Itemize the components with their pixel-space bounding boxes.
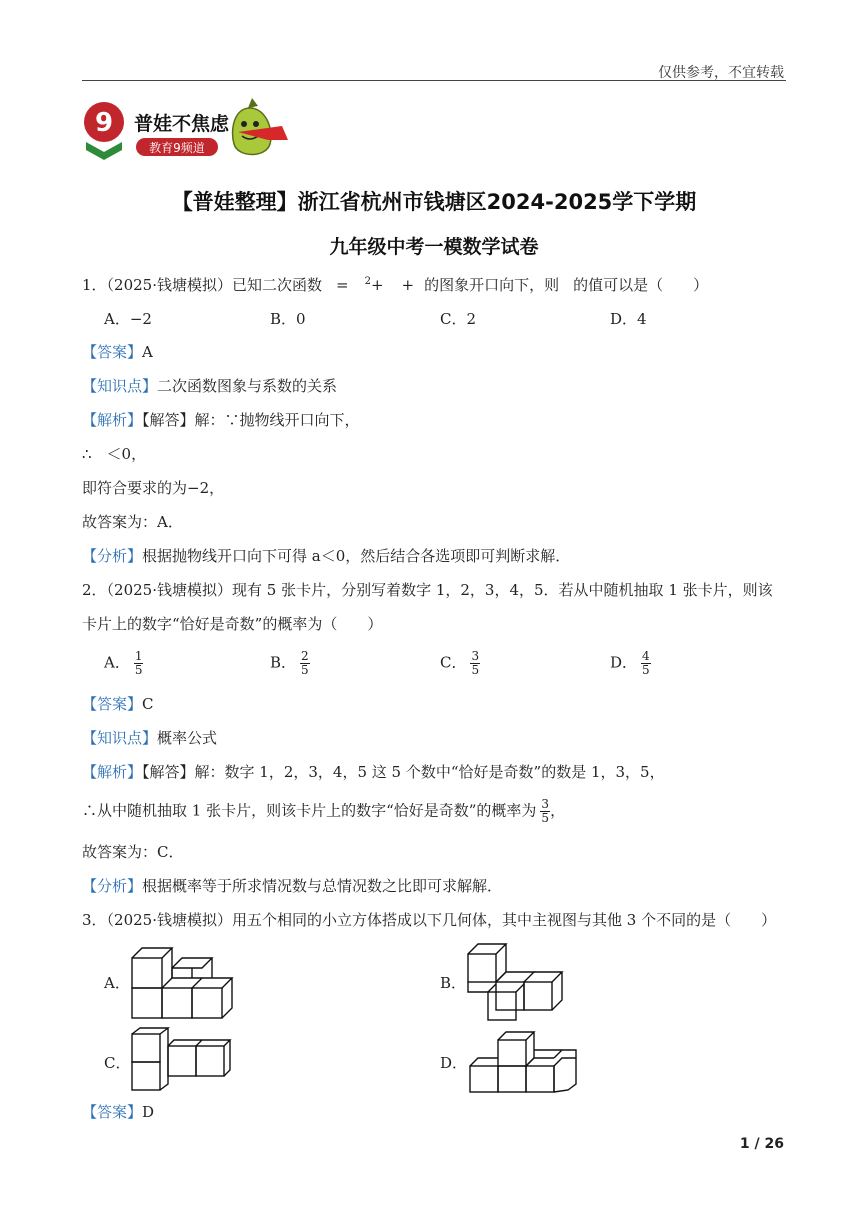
q2-option-b: B． $\frac{2}{5}$	[270, 649, 309, 677]
q2-stem-line1: 2．（2025·钱塘模拟）现有 5 张卡片，分别写着数字 1，2，3，4，5．若从中随机抽取 1 张卡片，则该	[82, 581, 773, 599]
q3-label-b: B．	[440, 974, 467, 992]
logo-sub-text: 教育9频道	[149, 141, 205, 155]
mascot-icon	[233, 98, 288, 155]
q2-step-2: 故答案为：C．	[82, 843, 184, 861]
q1-analysis: 【解析】【解答】解：∵抛物线开口向下，	[82, 411, 360, 429]
q3-label-a: A．	[104, 974, 130, 992]
q1-option-c: C．2	[440, 310, 477, 328]
q3-figure-b	[462, 940, 572, 1022]
q2-summary: 【分析】根据概率等于所求情况数与总情况数之比即可求解解．	[82, 877, 503, 895]
q3-label-c: C．	[104, 1054, 131, 1072]
logo-brand-text: 普娃不焦虑	[134, 113, 230, 135]
q1-option-a: A．−2	[104, 310, 152, 328]
q3-figure-d	[466, 1024, 584, 1096]
q1-option-b: B．0	[270, 310, 306, 328]
logo-number: 9	[94, 108, 114, 138]
q1-answer: 【答案】A	[82, 343, 153, 361]
doc-title: 【普娃整理】浙江省杭州市钱塘区2024-2025学下学期	[171, 190, 697, 214]
q3-label-d: D．	[440, 1054, 468, 1072]
q1-summary: 【分析】根据抛物线开口向下可得 a＜0，然后结合各选项即可判断求解．	[82, 547, 571, 565]
q2-knowledge: 【知识点】概率公式	[82, 729, 218, 747]
q2-option-d: D． $\frac{4}{5}$	[610, 649, 650, 677]
q2-option-a: A． $\frac{1}{5}$	[104, 649, 143, 677]
q2-step-1: ∴从中随机抽取 1 张卡片，则该卡片上的数字“恰好是奇数”的概率为 $\frac{3}{5}$ ，	[82, 797, 566, 825]
q2-answer: 【答案】C	[82, 695, 154, 713]
q1-stem: 1．（2025·钱塘模拟）已知二次函数 = $^2$+ + 的图象开口向下，则 的值可以是（ ）	[82, 276, 709, 294]
q3-answer: 【答案】D	[82, 1103, 155, 1121]
doc-subtitle: 九年级中考一模数学试卷	[329, 236, 539, 258]
q1-step-1: ∴ ＜0，	[82, 445, 147, 463]
header-note: 仅供参考，不宜转载	[658, 65, 784, 81]
logo-book-icon	[86, 142, 122, 160]
q2-analysis: 【解析】【解答】解：数字 1，2，3，4，5 这 5 个数中“恰好是奇数”的数是 1，3，5，	[82, 763, 665, 781]
q3-figure-a	[128, 944, 248, 1020]
q1-option-d: D．4	[610, 310, 647, 328]
q3-stem: 3．（2025·钱塘模拟）用五个相同的小立方体搭成以下几何体，其中主视图与其他 3 个不同的是（ ）	[82, 911, 777, 929]
q3-figure-c	[128, 1024, 238, 1096]
q1-step-2: 即符合要求的为−2，	[82, 479, 225, 497]
page-number: 1 / 26	[739, 1136, 784, 1152]
header-rule	[82, 80, 786, 81]
q2-option-c: C． $\frac{3}{5}$	[440, 649, 480, 677]
q1-knowledge: 【知识点】二次函数图象与系数的关系	[82, 377, 338, 395]
brand-logo	[82, 96, 292, 162]
q2-stem-line2: 卡片上的数字“恰好是奇数”的概率为（ ）	[82, 615, 383, 633]
q1-step-3: 故答案为：A．	[82, 513, 183, 531]
